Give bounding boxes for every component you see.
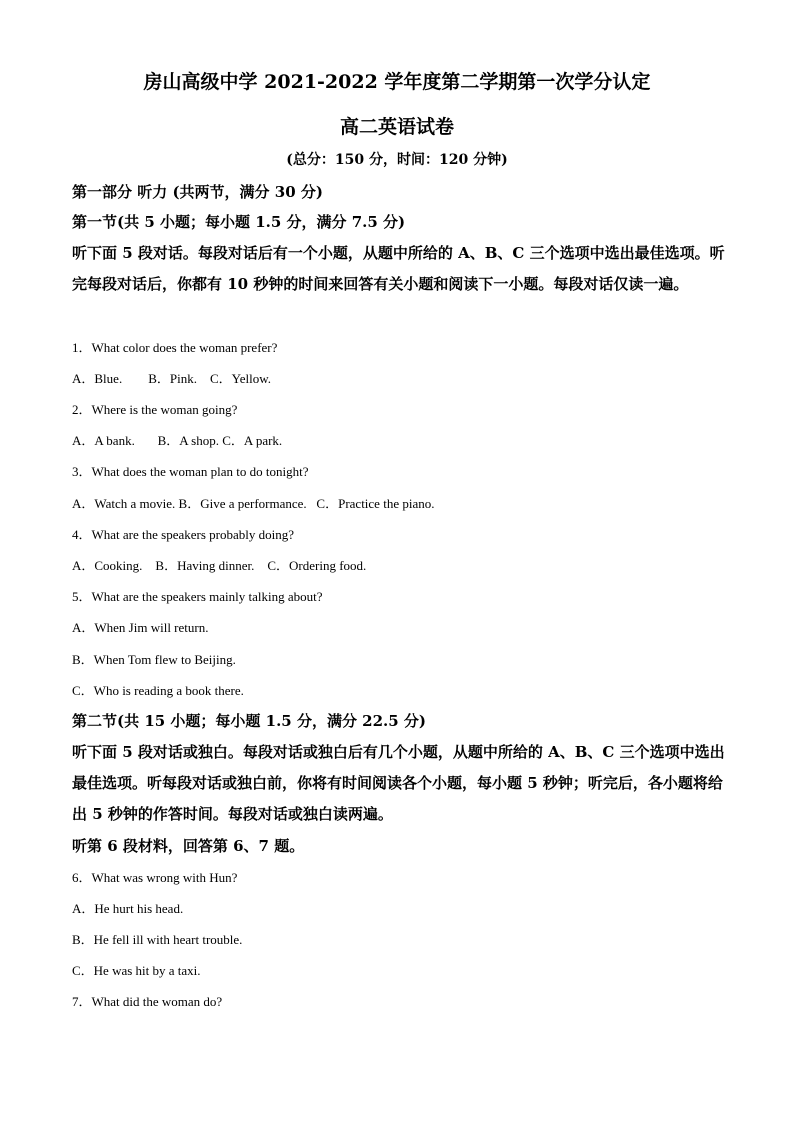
question-5: 5．What are the speakers mainly talking about? (72, 589, 323, 604)
passage-6-heading: 听第 6 段材料，回答第 6、7 题。 (72, 837, 305, 855)
question-3: 3．What does the woman plan to do tonight? (72, 464, 309, 479)
question-6: 6．What was wrong with Hun? (72, 870, 238, 885)
question-5-option-c: C．Who is reading a book there. (72, 683, 244, 698)
question-6-option-b: B．He fell ill with heart trouble. (72, 932, 243, 947)
question-5-option-b: B．When Tom flew to Beijing. (72, 652, 236, 667)
question-1-options: A．Blue. B．Pink. C．Yellow. (72, 371, 271, 386)
question-4: 4．What are the speakers probably doing? (72, 527, 295, 542)
part1-heading: 第一部分 听力 (共两节，满分 30 分) (72, 183, 323, 201)
score-info: (总分：150 分，时间：120 分钟) (286, 152, 508, 168)
question-1: 1．What color does the woman prefer? (72, 340, 278, 355)
question-5-option-a: A．When Jim will return. (72, 620, 209, 635)
question-2: 2．Where is the woman going? (72, 402, 238, 417)
question-6-option-a: A．He hurt his head. (72, 901, 184, 916)
section1-heading: 第一节(共 5 小题；每小题 1.5 分，满分 7.5 分) (72, 213, 406, 231)
question-4-options: A．Cooking. B．Having dinner. C．Ordering food. (72, 558, 367, 573)
exam-subtitle: 高二英语试卷 (339, 116, 454, 138)
exam-title: 房山高级中学 2021-2022 学年度第二学期第一次学分认定 (143, 71, 651, 93)
question-3-options: A．Watch a movie. B．Give a performance. C．Practice the piano. (72, 496, 435, 511)
question-2-options: A．A bank. B．A shop. C．A park. (72, 433, 283, 448)
question-7: 7．What did the woman do? (72, 994, 223, 1009)
question-6-option-c: C．He was hit by a taxi. (72, 963, 201, 978)
section2-instructions: 听下面 5 段对话或独白。每段对话或独白后有几个小题，从题中所给的 A、B、C 三个选项中选出最佳选项。听每段对话或独白前，你将有时间阅读各个小题，每小题 5 秒钟；听完后，各小题将给出 5 秒钟的作答时间。每段对话或独白读两遍。 (72, 743, 725, 823)
section2-heading: 第二节(共 15 小题；每小题 1.5 分，满分 22.5 分) (72, 712, 427, 730)
section1-instructions: 听下面 5 段对话。每段对话后有一个小题，从题中所给的 A、B、C 三个选项中选出最佳选项。听完每段对话后，你都有 10 秒钟的时间来回答有关小题和阅读下一小题。每段对话仅读一遍。 (72, 244, 725, 293)
